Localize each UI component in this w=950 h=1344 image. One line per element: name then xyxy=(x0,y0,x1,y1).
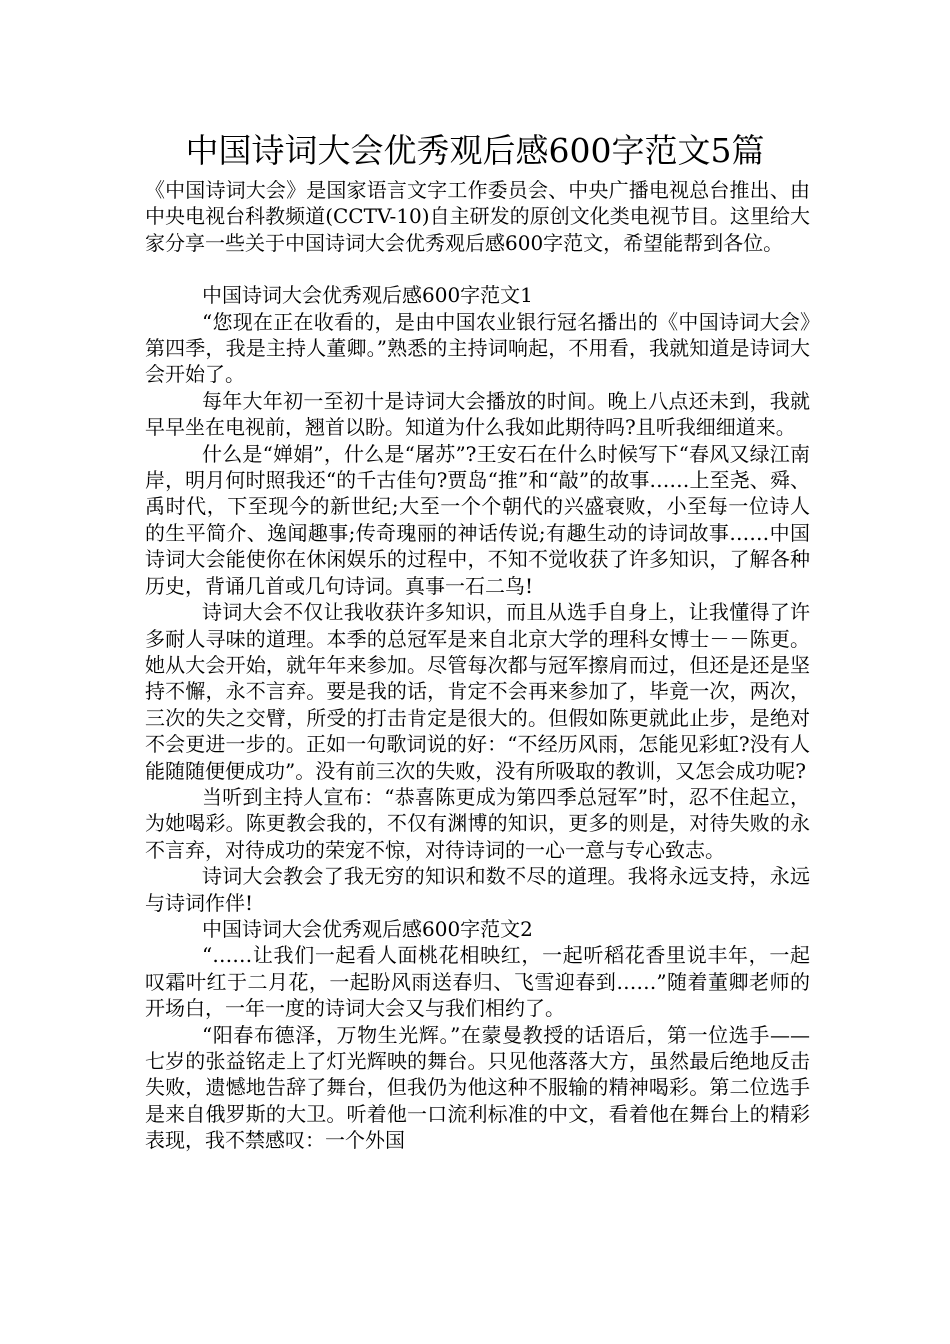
section-2-heading: 中国诗词大会优秀观后感600字范文2 xyxy=(202,916,533,941)
section-2-paragraph: “……让我们一起看人面桃花相映红，一起听稻花香里说丰年，一起叹霜叶红于二月花，一起盼风雨送春归、飞雪迎春到……”随着董卿老师的开场白，一年一度的诗词大会又与我们相约了。 xyxy=(145,943,810,1021)
section-1-paragraph: 什么是“婵娟”，什么是“屠苏”?王安石在什么时候写下“春风又绿江南岸，明月何时照我还“的千古佳句?贾岛“推”和“敲”的故事……上至尧、舜、禹时代，下至现今的新世纪;大至一个个朝代的兴盛衰败，小至每一位诗人的生平简介、逸闻趣事;传奇瑰丽的神话传说;有趣生动的诗词故事……中国诗词大会能使你在休闲娱乐的过程中，不知不觉收获了许多知识，了解各种历史，背诵几首或几句诗词。真事一石二鸟! xyxy=(145,441,810,598)
intro-paragraph: 《中国诗词大会》是国家语言文字工作委员会、中央广播电视总台推出、由中央电视台科教频道(CCTV-10)自主研发的原创文化类电视节目。这里给大家分享一些关于中国诗词大会优秀观后感600字范文，希望能帮到各位。 xyxy=(145,178,810,255)
document-body xyxy=(145,177,810,1154)
section-2-paragraph: “阳春布德泽，万物生光辉。”在蒙曼教授的话语后，第一位选手——七岁的张益铭走上了灯光辉映的舞台。只见他落落大方，虽然最后绝地反击失败，遗憾地告辞了舞台，但我仍为他这种不服输的精神喝彩。第二位选手是来自俄罗斯的大卫。听着他一口流利标准的中文，看着他在舞台上的精彩表现，我不禁感叹：一个外国 xyxy=(145,1022,810,1153)
section-1-paragraph: 每年大年初一至初十是诗词大会播放的时间。晚上八点还未到，我就早早坐在电视前，翘首以盼。知道为什么我如此期待吗?且听我细细道来。 xyxy=(145,388,810,440)
section-1-paragraph: 诗词大会教会了我无穷的知识和数不尽的道理。我将永远支持，永远与诗词作伴! xyxy=(145,864,810,915)
section-1-heading: 中国诗词大会优秀观后感600字范文1 xyxy=(202,283,533,308)
document-title: 中国诗词大会优秀观后感600字范文5篇 xyxy=(185,131,765,170)
section-1-paragraph: 当听到主持人宣布：“恭喜陈更成为第四季总冠军”时，忍不住起立，为她喝彩。陈更教会我的，不仅有渊博的知识，更多的则是，对待失败的永不言弃，对待成功的荣宠不惊，对待诗词的一心一意与专心致志。 xyxy=(145,784,810,862)
section-1-paragraph: “您现在正在收看的，是由中国农业银行冠名播出的《中国诗词大会》第四季，我是主持人董卿。”熟悉的主持词响起，不用看，我就知道是诗词大会开始了。 xyxy=(145,309,810,387)
section-1-paragraph: 诗词大会不仅让我收获许多知识，而且从选手自身上，让我懂得了许多耐人寻味的道理。本季的总冠军是来自北京大学的理科女博士－－陈更。她从大会开始，就年年来参加。尽管每次都与冠军擦肩而过，但还是还是坚持不懈，永不言弃。要是我的话，肯定不会再来参加了，毕竟一次，两次，三次的失之交臂，所受的打击肯定是很大的。但假如陈更就此止步，是绝对不会更进一步的。正如一句歌词说的好：“不经历风雨，怎能见彩虹?没有人能随随便便成功”。没有前三次的失败，没有所吸取的教训，又怎会成功呢? xyxy=(145,600,810,783)
